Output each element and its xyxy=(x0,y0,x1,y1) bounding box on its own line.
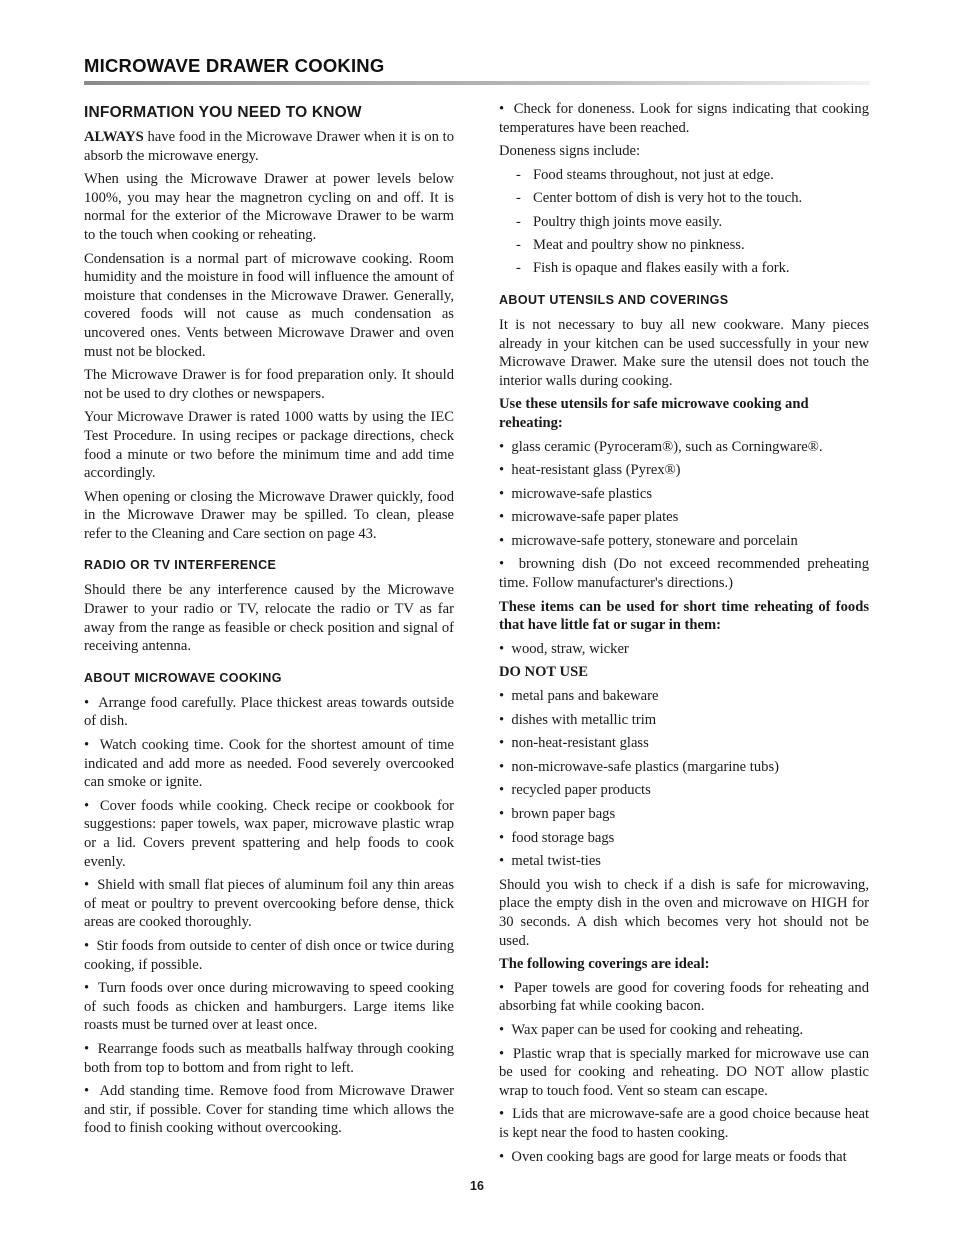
about-item: • Turn foods over once during microwaving to speed cooking of such foods as chicken and hamburgers. Large items like roasts must be turned over at least once. xyxy=(84,979,454,1035)
do-not-use-item: • metal pans and bakeware xyxy=(499,687,869,706)
about-item: • Arrange food carefully. Place thickest areas towards outside of dish. xyxy=(84,694,454,731)
do-not-use-item: • non-heat-resistant glass xyxy=(499,734,869,753)
safe-utensils-heading: Use these utensils for safe microwave cooking and reheating: xyxy=(499,396,809,431)
food-prep-paragraph: The Microwave Drawer is for food preparation only. It should not be used to dry clothes or newspapers. xyxy=(84,367,454,402)
always-paragraph xyxy=(84,128,454,165)
do-not-use-item: • food storage bags xyxy=(499,829,869,848)
safe-item: • microwave-safe pottery, stoneware and porcelain xyxy=(499,532,869,551)
covering-item: • Oven cooking bags are good for large meats or foods that xyxy=(499,1148,869,1167)
right-column xyxy=(499,100,869,1171)
safe-item: • browning dish (Do not exceed recommended preheating time. Follow manufacturer's directions.) xyxy=(499,555,869,592)
do-not-use-item: • recycled paper products xyxy=(499,781,869,800)
doneness-bullet: • Check for doneness. Look for signs indicating that cooking temperatures have been reached. xyxy=(499,100,869,137)
doneness-sign: - Food steams throughout, not just at edge. xyxy=(499,166,869,185)
check-dish-paragraph: Should you wish to check if a dish is safe for microwaving, place the empty dish in the oven and microwave on HIGH for 30 seconds. A dish which becomes very hot should not be used. xyxy=(499,876,869,949)
short-item: • wood, straw, wicker xyxy=(499,640,869,659)
covering-item: • Wax paper can be used for cooking and reheating. xyxy=(499,1021,869,1040)
opening-paragraph: When opening or closing the Microwave Drawer quickly, food in the Microwave Drawer may be spilled. To clean, please refer to the Cleaning and Care section on page 43. xyxy=(84,488,454,542)
do-not-use-item: • metal twist-ties xyxy=(499,852,869,871)
page-title: MICROWAVE DRAWER COOKING xyxy=(84,55,385,76)
do-not-use-item: • non-microwave-safe plastics (margarine tubs) xyxy=(499,758,869,777)
about-item: • Stir foods from outside to center of dish once or twice during cooking, if possible. xyxy=(84,937,454,974)
page-number: 16 xyxy=(470,1179,484,1193)
about-item: • Cover foods while cooking. Check recipe or cookbook for suggestions: paper towels, wax paper, microwave plastic wrap or a lid. Covers prevent spattering and help foods to cook evenly. xyxy=(84,797,454,871)
do-not-use-heading: DO NOT USE xyxy=(499,664,588,681)
about-cooking-heading: ABOUT MICROWAVE COOKING xyxy=(84,670,282,685)
always-rest: have food in the Microwave Drawer when it is on to absorb the microwave energy. xyxy=(84,129,454,164)
doneness-sign: - Meat and poultry show no pinkness. xyxy=(499,236,869,255)
about-item: • Shield with small flat pieces of aluminum foil any thin areas of meat or poultry to prevent overcooking before dense, thick areas are cooked thoroughly. xyxy=(84,876,454,932)
safe-item: • glass ceramic (Pyroceram®), such as Corningware®. xyxy=(499,438,869,457)
title-divider xyxy=(84,81,870,85)
do-not-use-item: • brown paper bags xyxy=(499,805,869,824)
doneness-list xyxy=(499,166,869,278)
short-reheat-heading: These items can be used for short time reheating of foods that have little fat or sugar in them: xyxy=(499,598,869,634)
safe-item: • microwave-safe paper plates xyxy=(499,508,869,527)
left-column xyxy=(84,100,454,1143)
rated-paragraph: Your Microwave Drawer is rated 1000 watts by using the IEC Test Procedure. In using recipes or package directions, check food a minute or two before the minimum time and add time accordingly. xyxy=(84,409,454,482)
doneness-intro: Doneness signs include: xyxy=(499,143,641,160)
covering-item: • Paper towels are good for covering foods for reheating and absorbing fat while cooking bacon. xyxy=(499,979,869,1016)
power-paragraph: When using the Microwave Drawer at power levels below 100%, you may hear the magnetron cycling on and off. It is normal for the exterior of the Microwave Drawer to be warm to the touch when cooking or reheating. xyxy=(84,171,454,243)
utensils-intro: It is not necessary to buy all new cookware. Many pieces already in your kitchen can be used successfully in your new Microwave Drawer. Make sure the utensil does not touch the interior walls during cooking. xyxy=(499,316,869,389)
utensils-heading: ABOUT UTENSILS AND COVERINGS xyxy=(499,292,729,307)
radio-paragraph: Should there be any interference caused by the Microwave Drawer to your radio or TV, relocate the radio or TV as far away from the range as feasible or check position and signal of receiving antenna. xyxy=(84,582,454,655)
about-item: • Add standing time. Remove food from Microwave Drawer and stir, if possible. Cover for standing time which allows the food to finish cooking without overcooking. xyxy=(84,1082,454,1138)
about-item: • Rearrange foods such as meatballs halfway through cooking both from top to bottom and from right to left. xyxy=(84,1040,454,1077)
condensation-paragraph: Condensation is a normal part of microwave cooking. Room humidity and the moisture in food will influence the amount of moisture that condenses in the Microwave Drawer. Generally, covered foods will not cause as much condensation as uncovered ones. Vents between Microwave Drawer and oven must not be blocked. xyxy=(84,250,454,360)
covering-item: • Plastic wrap that is specially marked for microwave use can be used for cooking and reheating. DO NOT allow plastic wrap to touch food. Vent so steam can escape. xyxy=(499,1045,869,1101)
doneness-sign: - Center bottom of dish is very hot to the touch. xyxy=(499,189,869,208)
covering-item: • Lids that are microwave-safe are a good choice because heat is kept near the food to hasten cooking. xyxy=(499,1105,869,1142)
doneness-sign: - Poultry thigh joints move easily. xyxy=(499,213,869,232)
radio-heading: RADIO OR TV INTERFERENCE xyxy=(84,558,277,573)
doneness-sign: - Fish is opaque and flakes easily with a fork. xyxy=(499,259,869,278)
safe-item: • heat-resistant glass (Pyrex®) xyxy=(499,461,869,480)
do-not-use-item: • dishes with metallic trim xyxy=(499,711,869,730)
about-item: • Watch cooking time. Cook for the shortest amount of time indicated and add more as needed. Food severely overcooked can smoke or ignite. xyxy=(84,736,454,792)
always-lead: ALWAYS xyxy=(84,129,144,145)
coverings-heading: The following coverings are ideal: xyxy=(499,956,710,973)
safe-item: • microwave-safe plastics xyxy=(499,485,869,504)
info-heading: INFORMATION YOU NEED TO KNOW xyxy=(84,104,362,121)
